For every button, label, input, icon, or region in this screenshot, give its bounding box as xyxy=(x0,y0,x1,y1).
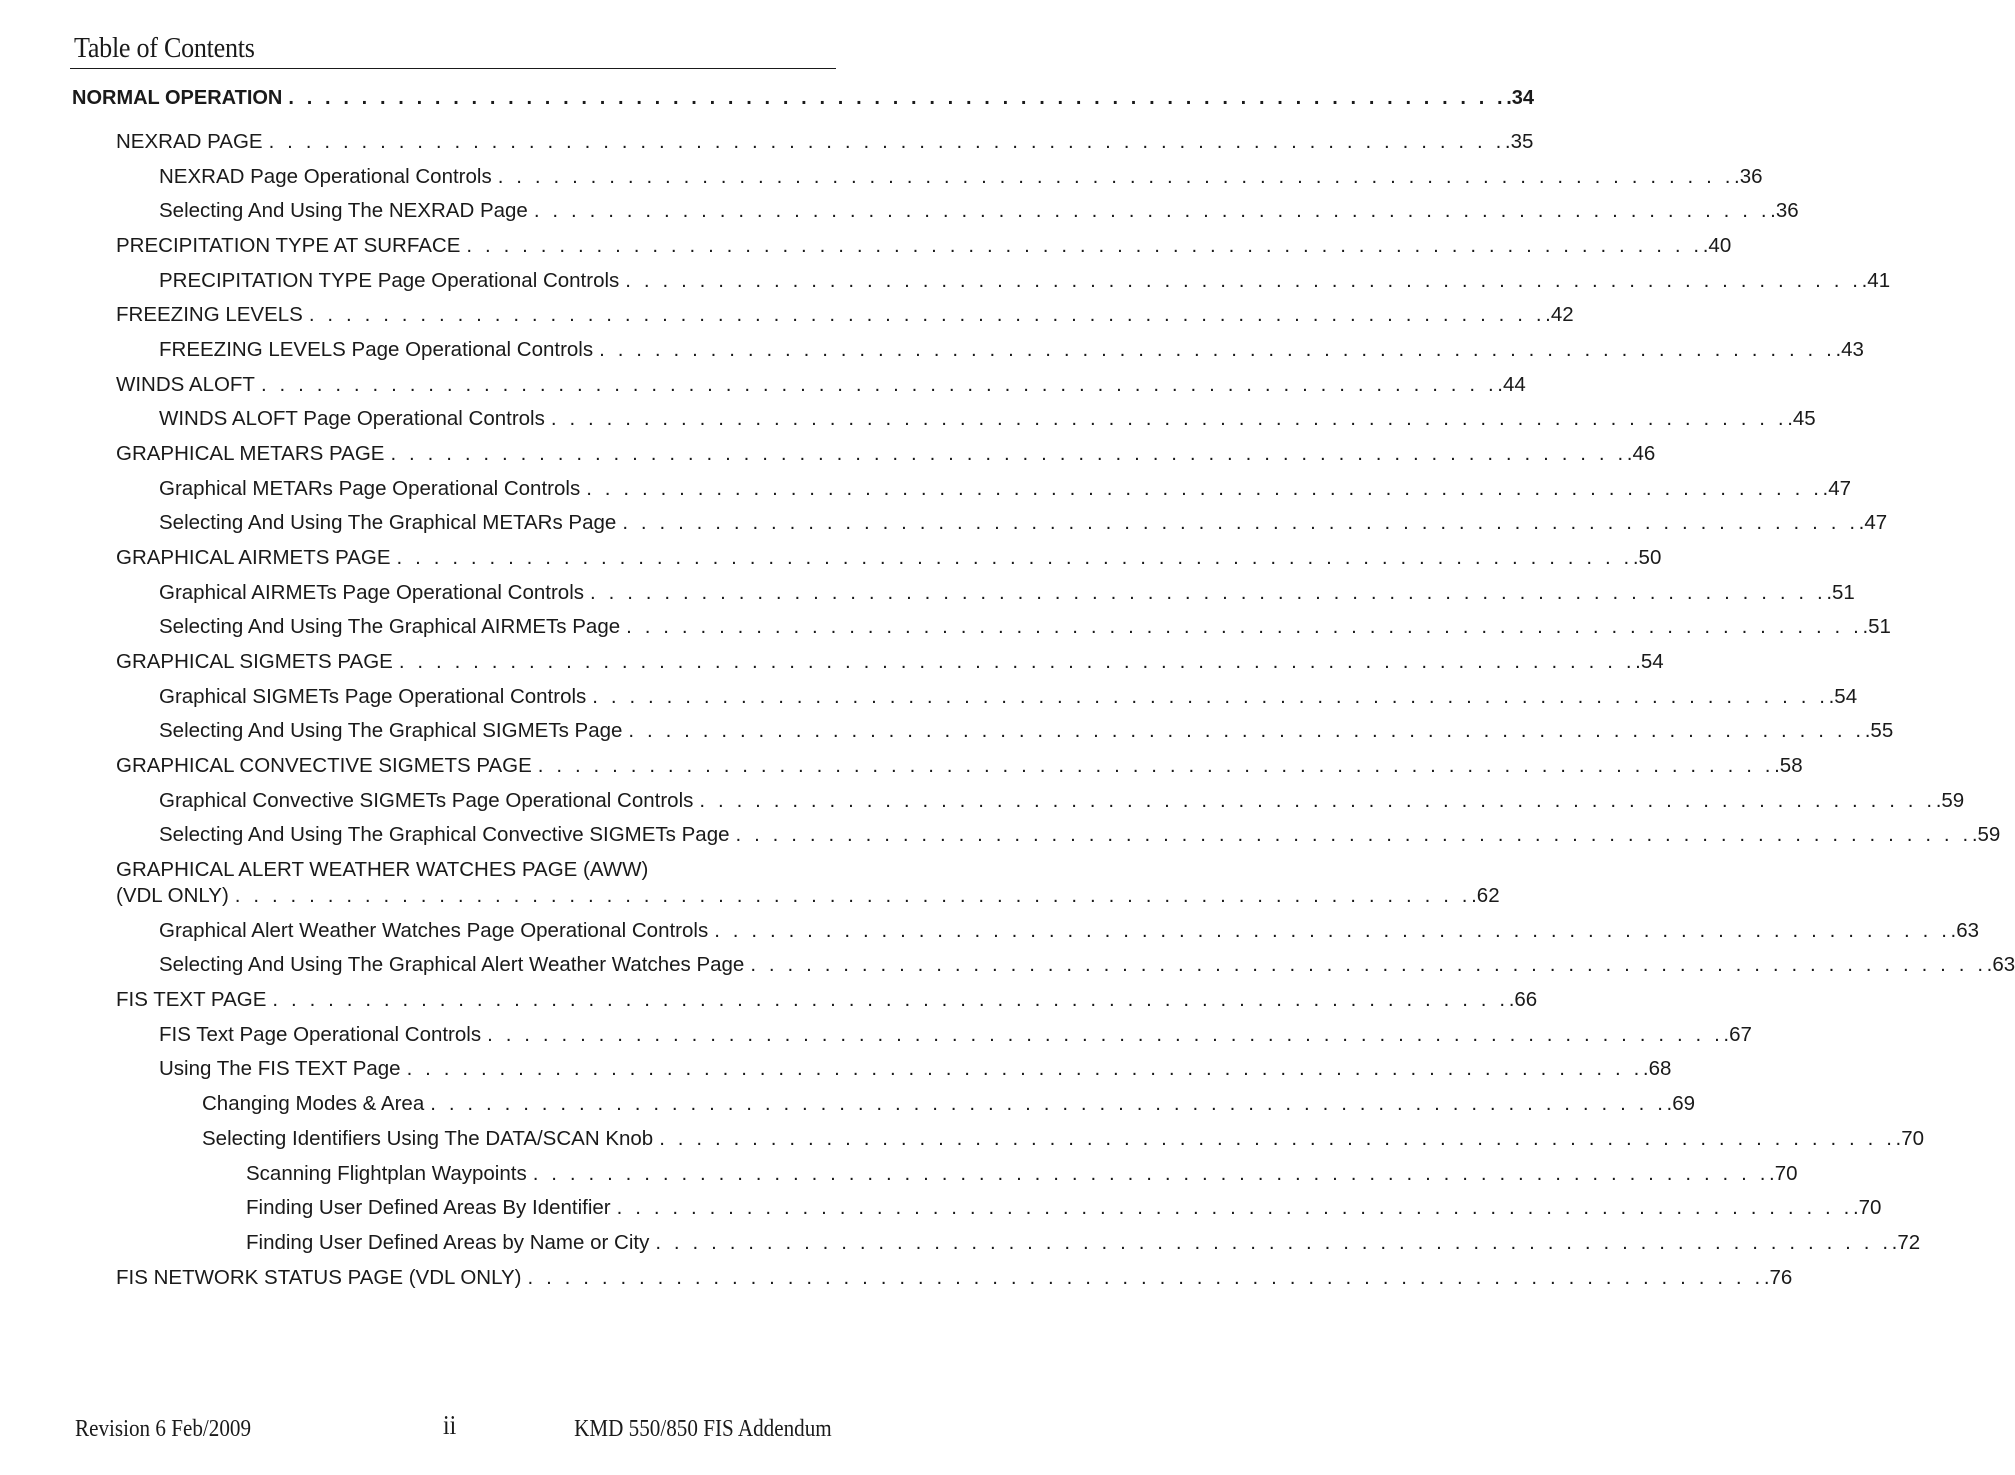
toc-entry[interactable] xyxy=(116,649,1664,675)
toc-entry-page: .47 xyxy=(1858,511,1888,534)
footer-revision: Revision 6 Feb/2009 xyxy=(75,1416,252,1442)
toc-entry-title: Selecting Identifiers Using The DATA/SCAN Knob xyxy=(202,1127,654,1150)
toc-entry[interactable] xyxy=(202,1126,1925,1152)
toc-entry[interactable] xyxy=(246,1161,1798,1187)
toc-entry-title: Graphical AIRMETs Page Operational Controls xyxy=(159,581,585,604)
toc-dot-leader: . . . . . . . . . . . . . . . . . . . . . . . . . . . . . . . . . . . . . . . . . . . . . . . . . . . . . . . . . . . . . . . . . . . xyxy=(466,234,1703,257)
toc-entry[interactable] xyxy=(159,952,2015,978)
toc-entry[interactable] xyxy=(159,337,1864,363)
toc-dot-leader: . . . . . . . . . . . . . . . . . . . . . . . . . . . . . . . . . . . . . . . . . . . . . . . . . . . . . . . . . . . . . . . . . . . xyxy=(586,477,1823,500)
header-rule xyxy=(70,68,836,69)
toc-entry-page: .59 xyxy=(1935,789,1965,812)
toc-entry[interactable] xyxy=(116,857,1500,909)
toc-dot-leader: . . . . . . . . . . . . . . . . . . . . . . . . . . . . . . . . . . . . . . . . . . . . . . . . . . . . . . . . . . . . . . . . . . . xyxy=(396,546,1633,569)
toc-entry-page: .68 xyxy=(1642,1057,1672,1080)
toc-entry-title: FIS TEXT PAGE xyxy=(116,988,267,1011)
toc-entry[interactable] xyxy=(159,788,1965,814)
toc-dot-leader: . . . . . . . . . . . . . . . . . . . . . . . . . . . . . . . . . . . . . . . . . . . . . . . . . . . . . . . . . . . . . . . . . . . xyxy=(398,650,1636,673)
toc-entry[interactable] xyxy=(159,1022,1752,1048)
toc-entry-page: .40 xyxy=(1702,234,1732,257)
toc-entry[interactable] xyxy=(159,268,1891,294)
toc-entry-title: FIS Text Page Operational Controls xyxy=(159,1023,482,1046)
toc-dot-leader: . . . . . . . . . . . . . . . . . . . . . . . . . . . . . . . . . . . . . . . . . . . . . . . . . . . . . . . . . . . . . . . . . . . xyxy=(288,87,1507,109)
toc-entry-page: .43 xyxy=(1835,338,1864,361)
toc-dot-leader: . . . . . . . . . . . . . . . . . . . . . . . . . . . . . . . . . . . . . . . . . . . . . . . . . . . . . . . . . . . . . . . . . . . xyxy=(622,511,1859,534)
toc-dot-leader: . . . . . . . . . . . . . . . . . . . . . . . . . . . . . . . . . . . . . . . . . . . . . . . . . . . . . . . . . . . . . . . . . . . xyxy=(308,303,1546,326)
toc-entry[interactable] xyxy=(159,614,1891,640)
toc-entry-title: PRECIPITATION TYPE AT SURFACE xyxy=(116,234,461,257)
toc-entry[interactable] xyxy=(159,918,1980,944)
toc-dot-leader: . . . . . . . . . . . . . . . . . . . . . . . . . . . . . . . . . . . . . . . . . . . . . . . . . . . . . . . . . . . . . . . . . . . xyxy=(268,130,1505,153)
toc-entry[interactable] xyxy=(246,1230,1921,1256)
toc-entry[interactable] xyxy=(159,476,1852,502)
toc-entry-title: WINDS ALOFT Page Operational Controls xyxy=(159,407,545,430)
toc-dot-leader: . . . . . . . . . . . . . . . . . . . . . . . . . . . . . . . . . . . . . . . . . . . . . . . . . . . . . . . . . . . . . . . . . . . xyxy=(628,719,1865,742)
toc-entry-page: .62 xyxy=(1471,884,1500,907)
toc-entry[interactable] xyxy=(116,545,1662,571)
toc-entry-page: .36 xyxy=(1770,199,1799,222)
toc-dot-leader: . . . . . . . . . . . . . . . . . . . . . . . . . . . . . . . . . . . . . . . . . . . . . . . . . . . . . . . . . . . . . . . . . . . xyxy=(625,269,1862,292)
toc-entry[interactable] xyxy=(202,1091,1696,1117)
toc-entry-page: .70 xyxy=(1769,1162,1798,1185)
toc-entry-title: GRAPHICAL CONVECTIVE SIGMETS PAGE xyxy=(116,754,532,777)
toc-entry-page: .70 xyxy=(1852,1196,1882,1219)
toc-entry[interactable] xyxy=(159,580,1855,606)
toc-entry-page: .51 xyxy=(1826,581,1855,604)
toc-dot-leader: . . . . . . . . . . . . . . . . . . . . . . . . . . . . . . . . . . . . . . . . . . . . . . . . . . . . . . . . . . . . . . . . . . . xyxy=(550,407,1788,430)
toc-entry-title: Finding User Defined Areas by Name or City xyxy=(246,1231,650,1254)
toc-entry-page: .42 xyxy=(1545,303,1574,326)
toc-dot-leader: . . . . . . . . . . . . . . . . . . . . . . . . . . . . . . . . . . . . . . . . . . . . . . . . . . . . . . . . . . . . . . . . . . . xyxy=(750,953,1987,976)
toc-entry[interactable] xyxy=(159,684,1858,710)
toc-entry[interactable] xyxy=(159,198,1799,224)
toc-entry[interactable] xyxy=(72,85,1535,111)
toc-entry[interactable] xyxy=(116,372,1526,398)
toc-entry-title: GRAPHICAL METARS PAGE xyxy=(116,442,385,465)
toc-entry-page: .70 xyxy=(1895,1127,1925,1150)
toc-dot-leader: . . . . . . . . . . . . . . . . . . . . . . . . . . . . . . . . . . . . . . . . . . . . . . . . . . . . . . . . . . . . . . . . . . . xyxy=(714,919,1951,942)
toc-entry[interactable] xyxy=(159,822,2001,848)
toc-entry-page: .46 xyxy=(1626,442,1656,465)
toc-dot-leader: . . . . . . . . . . . . . . . . . . . . . . . . . . . . . . . . . . . . . . . . . . . . . . . . . . . . . . . . . . . . . . . . . . . xyxy=(234,884,1472,907)
toc-entry[interactable] xyxy=(246,1195,1882,1221)
toc-entry-page: .51 xyxy=(1862,615,1891,638)
page-header-title: Table of Contents xyxy=(74,32,255,64)
toc-entry-page: .41 xyxy=(1861,269,1891,292)
toc-entry-title: Selecting And Using The Graphical AIRMETs Page xyxy=(159,615,621,638)
footer-document-title: KMD 550/850 FIS Addendum xyxy=(574,1416,832,1442)
toc-entry-title: PRECIPITATION TYPE Page Operational Controls xyxy=(159,269,620,292)
toc-entry-page: .66 xyxy=(1508,988,1538,1011)
toc-entry[interactable] xyxy=(159,164,1763,190)
toc-entry[interactable] xyxy=(159,510,1888,536)
toc-entry[interactable] xyxy=(159,1056,1672,1082)
toc-entry-title: FIS NETWORK STATUS PAGE (VDL ONLY) xyxy=(116,1266,522,1289)
toc-entry-title: GRAPHICAL ALERT WEATHER WATCHES PAGE (AWW) xyxy=(116,858,649,881)
toc-entry[interactable] xyxy=(116,753,1803,779)
toc-dot-leader: . . . . . . . . . . . . . . . . . . . . . . . . . . . . . . . . . . . . . . . . . . . . . . . . . . . . . . . . . . . . . . . . . . . xyxy=(497,165,1735,188)
toc-entry[interactable] xyxy=(116,302,1574,328)
toc-entry-title: Graphical METARs Page Operational Controls xyxy=(159,477,581,500)
toc-entry-page: .58 xyxy=(1774,754,1803,777)
toc-dot-leader: . . . . . . . . . . . . . . . . . . . . . . . . . . . . . . . . . . . . . . . . . . . . . . . . . . . . . . . . . . . . . . . . . . . xyxy=(487,1023,1724,1046)
toc-dot-leader: . . . . . . . . . . . . . . . . . . . . . . . . . . . . . . . . . . . . . . . . . . . . . . . . . . . . . . . . . . . . . . . . . . . xyxy=(616,1196,1853,1219)
toc-dot-leader: . . . . . . . . . . . . . . . . . . . . . . . . . . . . . . . . . . . . . . . . . . . . . . . . . . . . . . . . . . . . . . . . . . . xyxy=(537,754,1775,777)
toc-dot-leader: . . . . . . . . . . . . . . . . . . . . . . . . . . . . . . . . . . . . . . . . . . . . . . . . . . . . . . . . . . . . . . . . . . . xyxy=(626,615,1863,638)
toc-entry[interactable] xyxy=(116,987,1538,1013)
toc-entry-page: .50 xyxy=(1632,546,1662,569)
toc-entry[interactable] xyxy=(159,406,1816,432)
toc-entry-title: Using The FIS TEXT Page xyxy=(159,1057,401,1080)
toc-entry-title: GRAPHICAL AIRMETS PAGE xyxy=(116,546,391,569)
toc-entry-title: GRAPHICAL SIGMETS PAGE xyxy=(116,650,393,673)
toc-entry-page: .45 xyxy=(1787,407,1816,430)
toc-entry-page: .35 xyxy=(1504,130,1534,153)
toc-entry-page: .72 xyxy=(1891,1231,1921,1254)
toc-entry-title: Graphical SIGMETs Page Operational Controls xyxy=(159,685,587,708)
toc-entry-title: Selecting And Using The Graphical SIGMETs Page xyxy=(159,719,623,742)
toc-dot-leader: . . . . . . . . . . . . . . . . . . . . . . . . . . . . . . . . . . . . . . . . . . . . . . . . . . . . . . . . . . . . . . . . . . . xyxy=(655,1231,1892,1254)
toc-dot-leader: . . . . . . . . . . . . . . . . . . . . . . . . . . . . . . . . . . . . . . . . . . . . . . . . . . . . . . . . . . . . . . . . . . . xyxy=(599,338,1836,361)
toc-dot-leader: . . . . . . . . . . . . . . . . . . . . . . . . . . . . . . . . . . . . . . . . . . . . . . . . . . . . . . . . . . . . . . . . . . . xyxy=(527,1266,1764,1289)
toc-dot-leader: . . . . . . . . . . . . . . . . . . . . . . . . . . . . . . . . . . . . . . . . . . . . . . . . . . . . . . . . . . . . . . . . . . . xyxy=(430,1092,1667,1115)
footer-page-number: ii xyxy=(443,1410,457,1440)
toc-entry-title: Selecting And Using The Graphical Convective SIGMETs Page xyxy=(159,823,730,846)
toc-entry[interactable] xyxy=(116,233,1732,259)
toc-dot-leader: . . . . . . . . . . . . . . . . . . . . . . . . . . . . . . . . . . . . . . . . . . . . . . . . . . . . . . . . . . . . . . . . . . . xyxy=(272,988,1509,1011)
toc-dot-leader: . . . . . . . . . . . . . . . . . . . . . . . . . . . . . . . . . . . . . . . . . . . . . . . . . . . . . . . . . . . . . . . . . . . xyxy=(592,685,1829,708)
toc-entry-title: NEXRAD Page Operational Controls xyxy=(159,165,492,188)
toc-entry-title: Selecting And Using The NEXRAD Page xyxy=(159,199,528,222)
toc-entry-title: Scanning Flightplan Waypoints xyxy=(246,1162,527,1185)
toc-entry[interactable] xyxy=(116,129,1534,155)
toc-entry-page: .67 xyxy=(1723,1023,1752,1046)
toc-entry-title: NEXRAD PAGE xyxy=(116,130,263,153)
toc-dot-leader: . . . . . . . . . . . . . . . . . . . . . . . . . . . . . . . . . . . . . . . . . . . . . . . . . . . . . . . . . . . . . . . . . . . xyxy=(406,1057,1643,1080)
toc-entry[interactable] xyxy=(159,718,1894,744)
toc-dot-leader: . . . . . . . . . . . . . . . . . . . . . . . . . . . . . . . . . . . . . . . . . . . . . . . . . . . . . . . . . . . . . . . . . . . xyxy=(390,442,1627,465)
toc-entry-page: .36 xyxy=(1734,165,1763,188)
toc-entry-page: .63 xyxy=(1950,919,1980,942)
toc-dot-leader: . . . . . . . . . . . . . . . . . . . . . . . . . . . . . . . . . . . . . . . . . . . . . . . . . . . . . . . . . . . . . . . . . . . xyxy=(590,581,1827,604)
toc-entry-title: Selecting And Using The Graphical Alert Weather Watches Page xyxy=(159,953,745,976)
toc-dot-leader: . . . . . . . . . . . . . . . . . . . . . . . . . . . . . . . . . . . . . . . . . . . . . . . . . . . . . . . . . . . . . . . . . . . xyxy=(532,1162,1770,1185)
toc-entry[interactable] xyxy=(116,441,1656,467)
toc-entry-page: .63 xyxy=(1986,953,2015,976)
toc-entry-page: .54 xyxy=(1635,650,1664,673)
toc-entry-title: WINDS ALOFT xyxy=(116,373,255,396)
toc-entry-title: Finding User Defined Areas By Identifier xyxy=(246,1196,611,1219)
toc-dot-leader: . . . . . . . . . . . . . . . . . . . . . . . . . . . . . . . . . . . . . . . . . . . . . . . . . . . . . . . . . . . . . . . . . . . xyxy=(699,789,1936,812)
toc-entry-page: .44 xyxy=(1497,373,1526,396)
toc-entry-page: .54 xyxy=(1828,685,1858,708)
toc-entry-page: .69 xyxy=(1666,1092,1696,1115)
toc-entry-title: FREEZING LEVELS xyxy=(116,303,303,326)
toc-entry[interactable] xyxy=(116,1265,1793,1291)
toc-entry-title: Selecting And Using The Graphical METARs Page xyxy=(159,511,617,534)
toc-entry-title-continued: (VDL ONLY) xyxy=(116,884,229,907)
toc-entry-title: Graphical Alert Weather Watches Page Operational Controls xyxy=(159,919,709,942)
toc-entry-page: .55 xyxy=(1864,719,1894,742)
toc-entry-title: Graphical Convective SIGMETs Page Operational Controls xyxy=(159,789,694,812)
toc-dot-leader: . . . . . . . . . . . . . . . . . . . . . . . . . . . . . . . . . . . . . . . . . . . . . . . . . . . . . . . . . . . . . . . . . . . xyxy=(260,373,1498,396)
toc-dot-leader: . . . . . . . . . . . . . . . . . . . . . . . . . . . . . . . . . . . . . . . . . . . . . . . . . . . . . . . . . . . . . . . . . . . xyxy=(735,823,1972,846)
toc-entry-page: .59 xyxy=(1971,823,2001,846)
toc-dot-leader: . . . . . . . . . . . . . . . . . . . . . . . . . . . . . . . . . . . . . . . . . . . . . . . . . . . . . . . . . . . . . . . . . . . xyxy=(659,1127,1896,1150)
toc-entry-title: NORMAL OPERATION xyxy=(72,87,283,109)
toc-entry-page: .76 xyxy=(1763,1266,1793,1289)
toc-entry-title: FREEZING LEVELS Page Operational Controls xyxy=(159,338,594,361)
toc-entry-title: Changing Modes & Area xyxy=(202,1092,425,1115)
toc-dot-leader: . . . . . . . . . . . . . . . . . . . . . . . . . . . . . . . . . . . . . . . . . . . . . . . . . . . . . . . . . . . . . . . . . . . xyxy=(533,199,1771,222)
toc-entry-page: .47 xyxy=(1822,477,1852,500)
toc-entry-page: .34 xyxy=(1506,87,1535,109)
